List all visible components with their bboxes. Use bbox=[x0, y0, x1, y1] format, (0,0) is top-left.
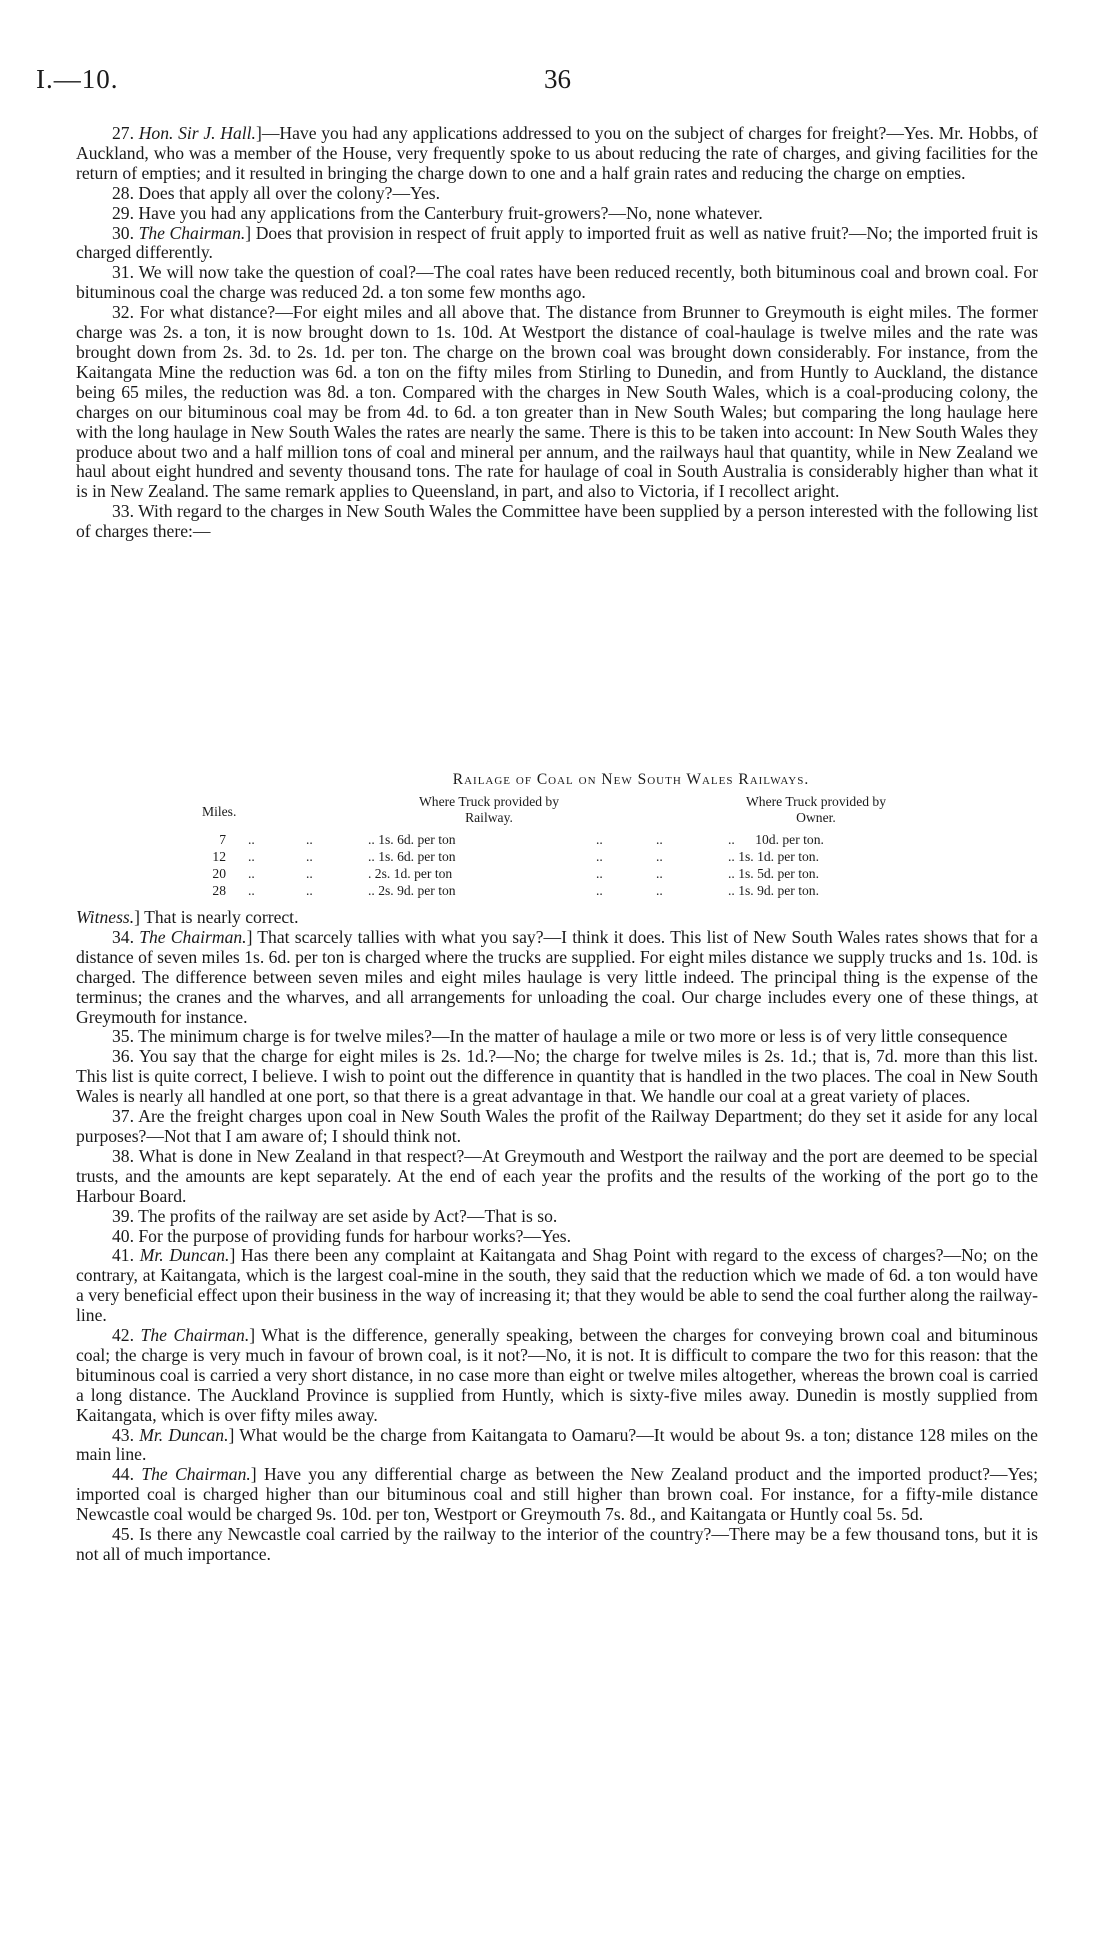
cell-railway-rate: .. 1s. 6d. per ton bbox=[368, 832, 456, 847]
leader-dots: .. bbox=[248, 832, 255, 847]
paragraph-text: 38. What is done in New Zealand in that respect?—At Greymouth and Westport the railway and the port are deemed to be special trusts, and the amounts are kept separately. At the end of each year the profits and the results of the working of the port go to the Harbour Board. bbox=[76, 1145, 1038, 1206]
evidence-paragraph bbox=[76, 1047, 1038, 1107]
leader-dots: .. bbox=[596, 849, 603, 864]
cell-owner-rate: .. 10d. per ton. bbox=[728, 832, 824, 847]
document-reference: I.—10. bbox=[36, 64, 119, 94]
paragraph-text: 29. Have you had any applications from the Canterbury fruit-growers?—No, none whatever. bbox=[112, 202, 763, 223]
speaker-label: 30. The Chairman.] bbox=[112, 222, 252, 243]
evidence-paragraph bbox=[76, 1027, 1038, 1047]
evidence-paragraph bbox=[76, 1426, 1038, 1466]
evidence-paragraph bbox=[76, 1525, 1038, 1565]
paragraph-text: That is nearly correct. bbox=[140, 907, 299, 927]
cell-railway-rate: .. 2s. 9d. per ton bbox=[368, 883, 456, 898]
table-row bbox=[196, 849, 956, 866]
table-row bbox=[196, 832, 956, 849]
paragraph-text: 45. Is there any Newcastle coal carried by the railway to the interior of the country?—There may be a few thousand tons, but it is not all of much importance. bbox=[76, 1524, 1038, 1564]
evidence-text-top bbox=[76, 124, 1038, 542]
speaker-label: Witness.] bbox=[76, 907, 141, 927]
evidence-paragraph bbox=[76, 1246, 1038, 1326]
evidence-paragraph bbox=[76, 1227, 1038, 1247]
leader-dots: .. bbox=[248, 883, 255, 898]
evidence-paragraph bbox=[76, 1147, 1038, 1207]
speaker-label: 41. Mr. Duncan.] bbox=[112, 1245, 236, 1266]
leader-dots: .. bbox=[306, 866, 313, 881]
paragraph-text: 33. With regard to the charges in New South Wales the Committee have been supplied by a person interested with the following list of charges there:— bbox=[76, 501, 1038, 542]
paragraph-text: 39. The profits of the railway are set aside by Act?—That is so. bbox=[112, 1205, 558, 1226]
cell-owner-rate: .. 1s. 9d. per ton. bbox=[728, 883, 819, 898]
coal-railage-table bbox=[196, 772, 956, 900]
leader-dots: .. bbox=[656, 849, 663, 864]
evidence-text-bottom bbox=[76, 908, 1038, 1565]
column-header-owner: Where Truck provided by Owner. bbox=[745, 794, 887, 825]
leader-dots: .. bbox=[306, 832, 313, 847]
evidence-paragraph bbox=[76, 1107, 1038, 1147]
paragraph-text: What would be the charge from Kaitangata to Oamaru?—It would be about 9s. a ton; distance 128 miles on the main line. bbox=[76, 1424, 1038, 1465]
leader-dots: .. bbox=[248, 849, 255, 864]
speaker-label: 27. Hon. Sir J. Hall.] bbox=[112, 123, 262, 143]
leader-dots: .. bbox=[656, 883, 663, 898]
cell-railway-rate: . 2s. 1d. per ton bbox=[368, 866, 453, 881]
table-body bbox=[196, 832, 956, 900]
evidence-paragraph bbox=[76, 502, 1038, 542]
speaker-label: 43. Mr. Duncan.] bbox=[112, 1424, 235, 1445]
table-header bbox=[196, 794, 956, 832]
paragraph-text: Have you any differential charge as between the New Zealand product and the imported product?—Yes; imported coal is charged higher than our bituminous coal and still higher than brown coal. For instance, for a fifty-mile distance Newcastle coal would be charged 9s. 10d. per ton, Westport or Greymouth 7s. 8d., and Kaitangata or Huntly coal 5s. 5d. bbox=[76, 1464, 1039, 1525]
evidence-paragraph bbox=[76, 224, 1038, 264]
speaker-label: 42. The Chairman.] bbox=[112, 1325, 256, 1346]
paragraph-text: Does that provision in respect of fruit apply to imported fruit as well as native fruit?—No; the imported fruit is charged differently. bbox=[76, 222, 1039, 263]
evidence-paragraph bbox=[76, 263, 1038, 303]
leader-dots: .. bbox=[306, 883, 313, 898]
evidence-paragraph bbox=[76, 303, 1038, 502]
paragraph-text: 32. For what distance?—For eight miles and all above that. The distance from Brunner to Greymouth is eight miles. The former charge was 2s. a ton, it is now brought down to 1s. 10d. At Westport the distance of coal-haulage is twelve miles and the rate was brought down from 2s. 3d. to 2s. 1d. per ton. The charge on the brown coal was brought down considerably. For instance, from the Kaitangata Mine the reduction was 6d. a ton on the fifty miles from Stirling to Dunedin, and from Huntly to Auckland, the distance being 65 miles, the reduction was 8d. a ton. Compared with the charges in New South Wales, which is a coal-producing colony, the charges on our bituminous coal may be from 4d. to 6d. a ton greater than in New South Wales; but comparing the long haulage here with the long haulage in New South Wales the rates are nearly the same. There is this to be taken into account: In New South Wales they produce about two and a half million tons of coal and mineral per annum, and the railways haul that quantity, while in New Zealand we haul about eight hundred and seventy thousand tons. The rate for haulage of coal in South Australia is considerably higher than what it is in New Zealand. The same remark applies to Queensland, in part, and also to Victoria, if I recollect aright. bbox=[76, 302, 1038, 502]
column-header-railway: Where Truck provided by Railway. bbox=[418, 794, 560, 825]
paragraph-text: 36. You say that the charge for eight miles is 2s. 1d.?—No; the charge for twelve miles is 2s. 1d.; that is, 7d. more than this list. This list is quite correct, I believe. I wish to point out the difference in quantity that is handled in the two places. The coal in New South Wales is nearly all handled at one port, so that there is a great advantage in that. We handle our coal at a great variety of places. bbox=[76, 1046, 1038, 1107]
evidence-paragraph bbox=[76, 928, 1038, 1028]
paragraph-text: 35. The minimum charge is for twelve miles?—In the matter of haulage a mile or two more or less is of very little consequence bbox=[112, 1026, 1008, 1047]
leader-dots: .. bbox=[596, 866, 603, 881]
evidence-paragraph bbox=[76, 124, 1038, 184]
paragraph-text: That scarcely tallies with what you say?—I think it does. This list of New South Wales rates shows that for a distance of seven miles 1s. 6d. per ton is charged where the trucks are supplied. For eight miles distance we supply trucks and 1s. 10d. is charged. The difference between seven miles and eight miles haulage is very little indeed. The principal thing is the expense of the terminus; the cranes and the wharves, and all arrangements for unloading the coal. Our charge includes every one of these things, at Greymouth for instance. bbox=[76, 926, 1038, 1027]
column-header-miles: Miles. bbox=[202, 804, 237, 819]
evidence-paragraph bbox=[76, 1207, 1038, 1227]
cell-railway-rate: .. 1s. 6d. per ton bbox=[368, 849, 456, 864]
page-number: 36 bbox=[544, 64, 571, 94]
leader-dots: .. bbox=[656, 866, 663, 881]
paragraph-text: 31. We will now take the question of coal?—The coal rates have been reduced recently, both bituminous coal and brown coal. For bituminous coal the charge was reduced 2d. a ton some few months ago. bbox=[76, 262, 1038, 303]
paragraph-text: 28. Does that apply all over the colony?—Yes. bbox=[112, 182, 441, 203]
paragraph-text: Has there been any complaint at Kaitangata and Shag Point with regard to the excess of charges?—No; on the contrary, at Kaitangata, which is the largest coal-mine in the south, they said that the reduction which we made of 6d. a ton would have a very beneficial effect upon their business in the way of increasing it; that they would be able to send the coal further along the railway-line. bbox=[76, 1245, 1039, 1326]
cell-miles: 12 bbox=[212, 849, 226, 864]
cell-owner-rate: .. 1s. 1d. per ton. bbox=[728, 849, 819, 864]
table-title: Railage of Coal on New South Wales Railways. bbox=[452, 771, 810, 788]
speaker-label: 34. The Chairman.] bbox=[112, 926, 253, 947]
evidence-paragraph bbox=[76, 1465, 1038, 1525]
paragraph-text: 37. Are the freight charges upon coal in New South Wales the profit of the Railway Department; do they set it aside for any local purposes?—Not that I am aware of; I should think not. bbox=[76, 1106, 1038, 1146]
leader-dots: .. bbox=[306, 849, 313, 864]
evidence-paragraph bbox=[76, 204, 1038, 224]
paragraph-text: —Have you had any applications addressed to you on the subject of charges for freight?—Yes. Mr. Hobbs, of Auckland, who was a member of the House, very frequently spoke to us about reducing the rate of charges, and giving facilities for the return of empties; and it resulted in bringing the charge down to one and a half grain rates and reducing the charge on empties. bbox=[76, 123, 1038, 183]
evidence-paragraph bbox=[76, 1326, 1038, 1426]
leader-dots: .. bbox=[248, 866, 255, 881]
table-row bbox=[196, 883, 956, 900]
cell-miles: 7 bbox=[219, 832, 226, 847]
evidence-paragraph bbox=[76, 908, 1038, 928]
cell-miles: 28 bbox=[212, 883, 226, 898]
table-row bbox=[196, 866, 956, 883]
paragraph-text: 40. For the purpose of providing funds for harbour works?—Yes. bbox=[112, 1225, 572, 1246]
cell-owner-rate: .. 1s. 5d. per ton. bbox=[728, 866, 819, 881]
leader-dots: .. bbox=[596, 832, 603, 847]
leader-dots: .. bbox=[656, 832, 663, 847]
leader-dots: .. bbox=[596, 883, 603, 898]
speaker-label: 44. The Chairman.] bbox=[112, 1464, 257, 1485]
cell-miles: 20 bbox=[212, 866, 226, 881]
paragraph-text: What is the difference, generally speaking, between the charges for conveying brown coal and bituminous coal; the charge is very much in favour of brown coal, is it not?—No, it is not. It is difficult to compare the two for this reason: that the bituminous coal is carried a very short distance, in no case more than eight or twelve miles altogether, whereas the brown coal is carried a long distance. The Auckland Province is supplied from Huntly, which is sixty-five miles away. Dunedin is mostly supplied from Kaitangata, which is over fifty miles away. bbox=[76, 1325, 1038, 1425]
evidence-paragraph bbox=[76, 184, 1038, 204]
